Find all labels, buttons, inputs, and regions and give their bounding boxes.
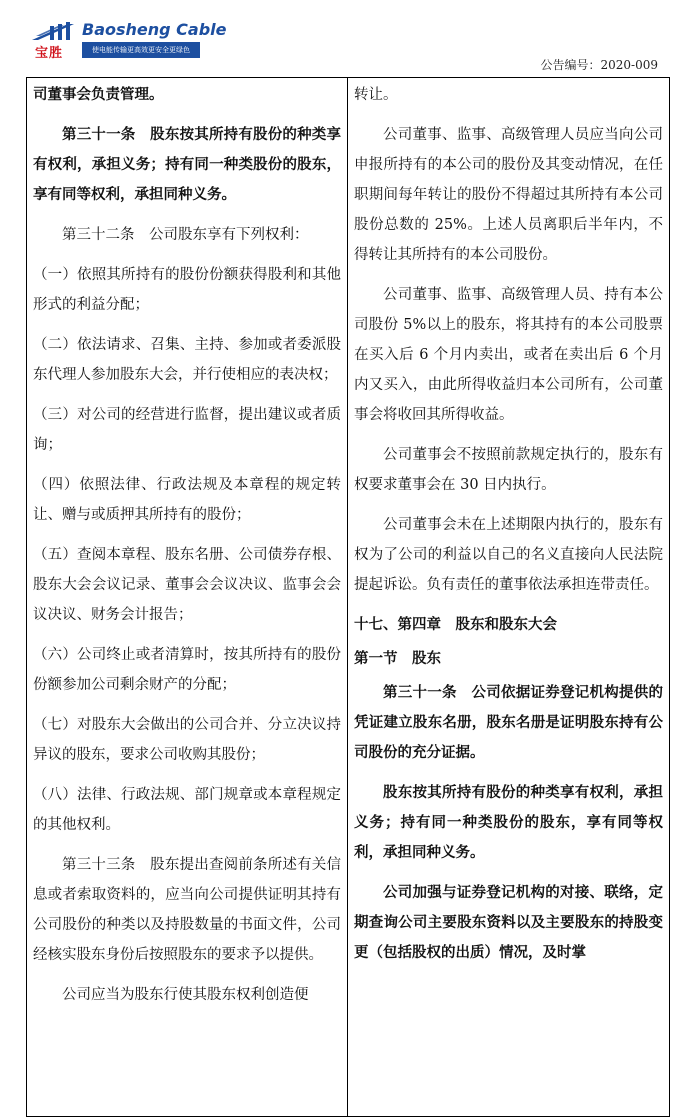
logo-chinese-name: 宝胜 [35,46,64,61]
table-paragraph: 公司应当为股东行使其股东权利创造便 [62,987,309,1003]
table-paragraph: （六）公司终止或者清算时，按其所持有的股份份额参加公司剩余财产的分配； [33,647,341,693]
table-paragraph: 第三十三条 股东提出查阅前条所述有关信息或者索取资料的，应当向公司提供证明其持有公司股份的种类以及持股数量的书面文件，公司经核实股东身份后按照股东的要求予以提供。 [33,857,341,963]
table-paragraph: 第三十一条 股东按其所持有股份的种类享有权利，承担义务；持有同一种类股份的股东，享有同等权利，承担同种义务。 [33,126,341,203]
table-column-original [27,78,348,1116]
table-paragraph: （三）对公司的经营进行监督，提出建议或者质询； [33,407,341,453]
notice-number: 公告编号：2020-009 [540,58,658,72]
table-paragraph: 公司董事会未在上述期限内执行的，股东有权为了公司的利益以自己的名义直接向人民法院提起诉讼。负有责任的董事依法承担连带责任。 [354,517,663,593]
table-paragraph: 司董事会负责管理。 [33,86,164,103]
table-paragraph: （八）法律、行政法规、部门规章或本章程规定的其他权利。 [33,787,341,833]
table-paragraph: 十七、第四章 股东和股东大会 [354,616,557,633]
table-paragraph: （二）依法请求、召集、主持、参加或者委派股东代理人参加股东大会，并行使相应的表决权； [33,337,341,383]
table-paragraph: 公司董事会不按照前款规定执行的，股东有权要求董事会在 30 日内执行。 [354,447,663,493]
table-paragraph: （七）对股东大会做出的公司合并、分立决议持异议的股东，要求公司收购其股份； [33,717,341,763]
table-paragraph: 公司加强与证券登记机构的对接、联络，定期查询公司主要股东资料以及主要股东的持股变更（包括股权的出质）情况，及时掌 [354,884,663,961]
table-paragraph: 第三十二条 公司股东享有下列权利： [62,227,309,243]
table-paragraph: 股东按其所持有股份的种类享有权利，承担义务；持有同一种类股份的股东，享有同等权利，承担同种义务。 [354,784,663,861]
table-paragraph: （一）依照其所持有的股份份额获得股利和其他形式的利益分配； [33,267,341,313]
page-header [0,0,700,80]
company-logo [30,20,227,64]
table-paragraph: 公司董事、监事、高级管理人员、持有本公司股份 5%以上的股东，将其持有的本公司股票在买入后 6 个月内卖出，或者在卖出后 6 个月内又买入，由此所得收益归本公司所有，公司董事会将收回其所得收益。 [354,287,663,423]
logo-brand-name: Baosheng Cable [82,20,227,39]
table-paragraph: 转让。 [354,87,398,103]
logo-slogan: 使电能传输更高效更安全更绿色 [82,42,200,58]
table-paragraph: 第一节 股东 [354,650,441,667]
table-paragraph: 公司董事、监事、高级管理人员应当向公司申报所持有的本公司的股份及其变动情况，在任职期间每年转让的股份不得超过其所持有本公司股份总数的 25%。上述人员离职后半年内，不得转让其所持有的本公司股份。 [354,127,663,263]
table-column-revised [348,78,669,1116]
table-paragraph: （五）查阅本章程、股东名册、公司债券存根、股东大会会议记录、董事会会议决议、监事会会议决议、财务会计报告； [33,547,341,623]
table-paragraph: （四）依照法律、行政法规及本章程的规定转让、赠与或质押其所持有的股份； [33,477,341,523]
comparison-table [26,77,670,1117]
table-paragraph: 第三十一条 公司依据证券登记机构提供的凭证建立股东名册，股东名册是证明股东持有公司股份的充分证据。 [354,684,663,761]
